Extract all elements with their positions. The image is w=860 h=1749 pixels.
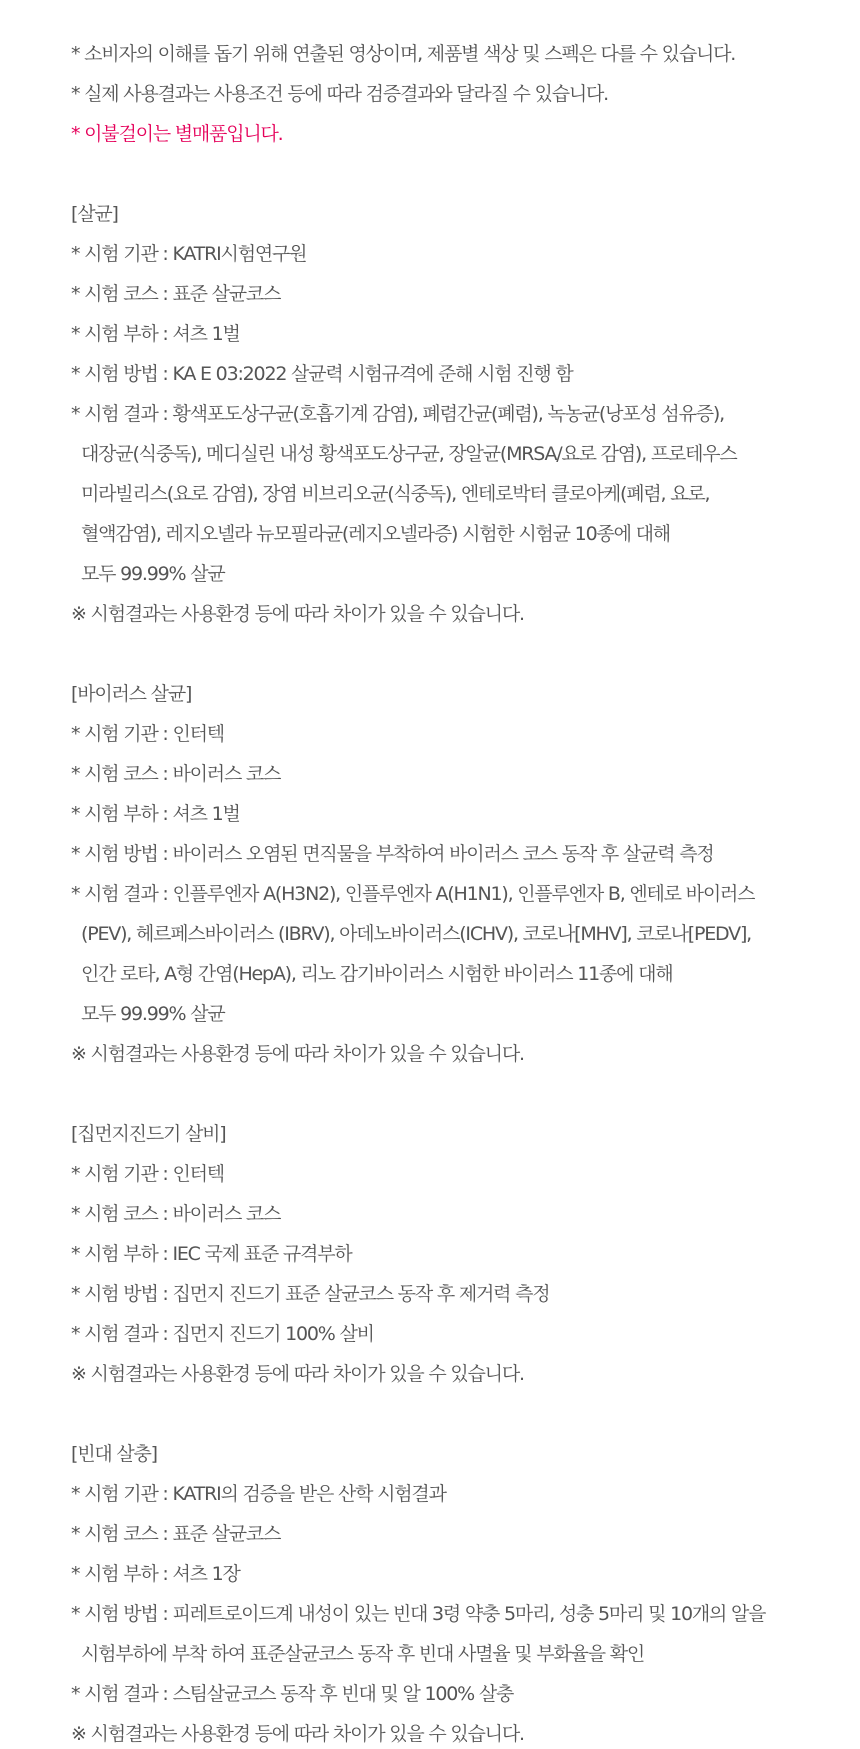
spec-line: * 시험 기관 : 인터텍 [71, 723, 224, 745]
spec-line-continued: 모두 99.99% 살균 [81, 1003, 225, 1025]
spec-line: * 시험 기관 : 인터텍 [71, 1163, 224, 1185]
section-heading: [빈대 살충] [71, 1443, 157, 1465]
spec-line: * 시험 코스 : 표준 살균코스 [71, 1523, 281, 1545]
spec-line: * 시험 기관 : KATRI의 검증을 받은 산학 시험결과 [71, 1483, 446, 1505]
section-note: ※ 시험결과는 사용환경 등에 따라 차이가 있을 수 있습니다. [71, 1723, 524, 1745]
spec-line: * 시험 결과 : 집먼지 진드기 100% 살비 [71, 1323, 374, 1345]
spec-line-continued: 시험부하에 부착 하여 표준살균코스 동작 후 빈대 사멸율 및 부화율을 확인 [81, 1643, 645, 1665]
spec-line-continued: 인간 로타, A형 간염(HepA), 리노 감기바이러스 시험한 바이러스 11종에 대해 [81, 963, 673, 985]
section-note: ※ 시험결과는 사용환경 등에 따라 차이가 있을 수 있습니다. [71, 1043, 524, 1065]
spec-line: * 시험 결과 : 황색포도상구균(호흡기계 감염), 폐렴간균(폐렴), 녹농균(낭포성 섬유증), [71, 403, 724, 425]
spec-line-continued: 혈액감염), 레지오넬라 뉴모필라균(레지오넬라증) 시험한 시험균 10종에 대해 [81, 523, 670, 545]
section-note: ※ 시험결과는 사용환경 등에 따라 차이가 있을 수 있습니다. [71, 603, 524, 625]
spec-line: * 시험 방법 : 바이러스 오염된 면직물을 부착하여 바이러스 코스 동작 후 살균력 측정 [71, 843, 714, 865]
spec-line: * 시험 결과 : 인플루엔자 A(H3N2), 인플루엔자 A(H1N1), 인플루엔자 B, 엔테로 바이러스 [71, 883, 755, 905]
spec-line: * 시험 부하 : 셔츠 1벌 [71, 803, 240, 825]
section-heading: [살균] [71, 203, 118, 225]
spec-line: * 시험 코스 : 바이러스 코스 [71, 763, 281, 785]
spec-line: * 시험 방법 : KA E 03:2022 살균력 시험규격에 준해 시험 진행 함 [71, 363, 573, 385]
section-note: ※ 시험결과는 사용환경 등에 따라 차이가 있을 수 있습니다. [71, 1363, 524, 1385]
spec-line: * 시험 부하 : IEC 국제 표준 규격부하 [71, 1243, 352, 1265]
spec-line-continued: (PEV), 헤르페스바이러스 (IBRV), 아데노바이러스(ICHV), 코로나[MHV], 코로나[PEDV], [81, 923, 752, 945]
spec-line: * 시험 방법 : 피레트로이드계 내성이 있는 빈대 3령 약충 5마리, 성충 5마리 및 10개의 알을 [71, 1603, 766, 1625]
notice-highlight: * 이불걸이는 별매품입니다. [71, 123, 283, 145]
notice-line: * 소비자의 이해를 돕기 위해 연출된 영상이며, 제품별 색상 및 스펙은 다를 수 있습니다. [71, 43, 736, 65]
spec-line-continued: 미라빌리스(요로 감염), 장염 비브리오균(식중독), 엔테로박터 클로아케(폐렴, 요로, [81, 483, 710, 505]
section-heading: [집먼지진드기 살비] [71, 1123, 226, 1145]
spec-line: * 시험 부하 : 셔츠 1벌 [71, 323, 240, 345]
spec-line: * 시험 코스 : 바이러스 코스 [71, 1203, 281, 1225]
spec-line-continued: 대장균(식중독), 메디실린 내성 황색포도상구균, 장알균(MRSA/요로 감염), 프로테우스 [81, 443, 737, 465]
spec-line: * 시험 결과 : 스팀살균코스 동작 후 빈대 및 알 100% 살충 [71, 1683, 514, 1705]
spec-line: * 시험 코스 : 표준 살균코스 [71, 283, 281, 305]
spec-line: * 시험 방법 : 집먼지 진드기 표준 살균코스 동작 후 제거력 측정 [71, 1283, 550, 1305]
spec-line-continued: 모두 99.99% 살균 [81, 563, 225, 585]
spec-line: * 시험 부하 : 셔츠 1장 [71, 1563, 240, 1585]
spec-line: * 시험 기관 : KATRI시험연구원 [71, 243, 307, 265]
notice-line: * 실제 사용결과는 사용조건 등에 따라 검증결과와 달라질 수 있습니다. [71, 83, 609, 105]
section-heading: [바이러스 살균] [71, 683, 192, 705]
